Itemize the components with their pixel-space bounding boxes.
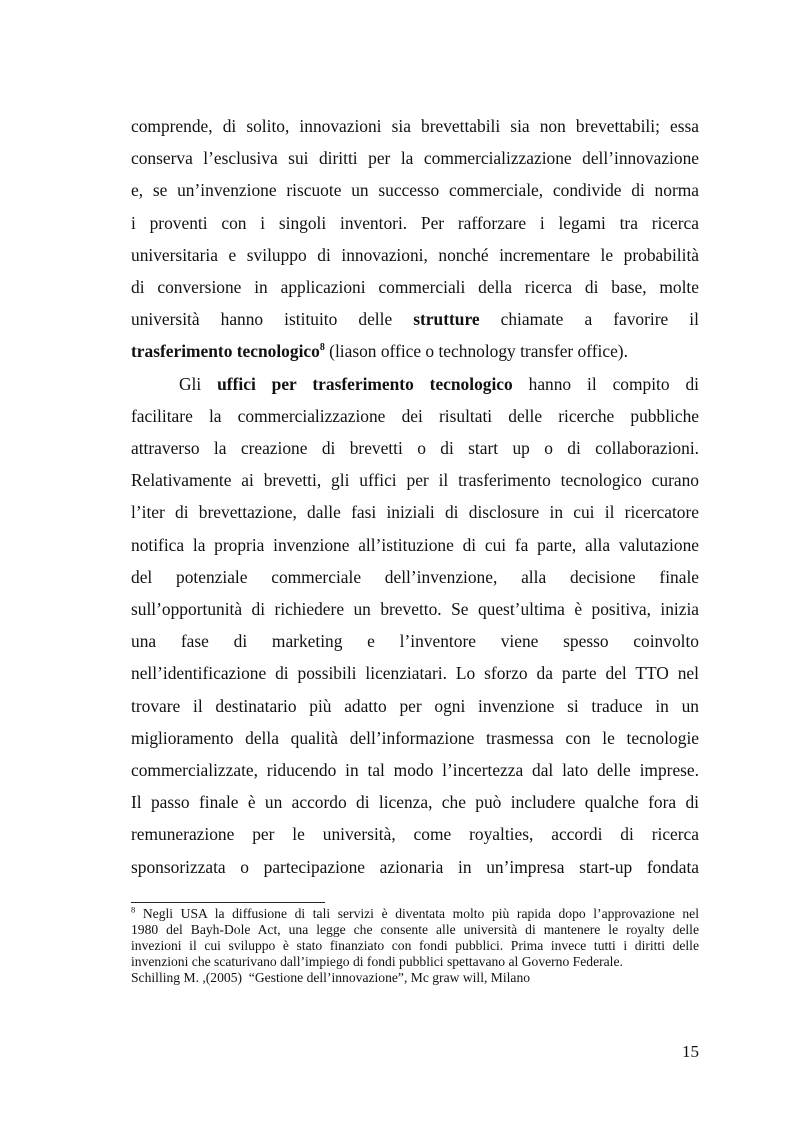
text-line: remunerazione per le università, come royalties, accordi di ricerca [131,824,699,845]
text-line: miglioramento della qualità dell’informazione trasmessa con le tecnologie [131,727,699,748]
bold-term-strutture: strutture [413,309,480,330]
text-line: notifica la propria invenzione all’istituzione di cui fa parte, alla valutazione [131,534,699,555]
text-line: sull’opportunità di richiedere un brevetto. Se quest’ultima è positiva, inizia [131,599,699,620]
text-line: Il passo finale è un accordo di licenza, che può includere qualche fora di [131,792,699,813]
footnote-mark: 8 [131,904,136,915]
text-line: Relativamente ai brevetti, gli uffici per il trasferimento tecnologico curano [131,470,699,491]
text-line: di conversione in applicazioni commerciali della ricerca di base, molte [131,277,699,298]
body-text [131,110,699,883]
text-line: trovare il destinatario più adatto per ogni invenzione si traduce in un [131,695,699,716]
text-line: attraverso la creazione di brevetti o di start up o di collaborazioni. [131,438,699,459]
text-line: e, se un’invenzione riscuote un successo commerciale, condivide di norma [131,180,699,201]
text-line: commercializzate, riducendo in tal modo l’incertezza dal lato delle imprese. [131,760,699,781]
text-line: comprende, di solito, innovazioni sia brevettabili sia non brevettabili; essa [131,116,699,136]
text-line [131,335,699,367]
text-fragment: università hanno istituito delle [131,309,393,330]
footnote [131,906,699,986]
text-line: del potenziale commerciale dell’invenzione, alla decisione finale [131,566,699,587]
page-number: 15 [682,1042,699,1061]
text-fragment: (liason office o technology transfer office). [329,341,628,362]
text-line: i proventi con i singoli inventori. Per rafforzare i legami tra ricerca [131,212,699,233]
footnote-divider [131,902,325,903]
text-line: sponsorizzata o partecipazione azionaria in un’impresa start-up fondata [131,856,699,877]
text-line: universitaria e sviluppo di innovazioni, nonché incrementare le probabilità [131,244,699,265]
text-fragment: hanno il compito di [528,373,699,394]
paragraph-first-line [131,368,699,400]
footnote-line: 1980 del Bayh-Dole Act, una legge che consente alle università di mantenere le royalty delle [131,922,699,937]
text-fragment: Gli [179,373,202,394]
footnote-line: invenzioni che scaturivano dall’impiego di fondi pubblici spettavano al Governo Federale. [131,954,623,969]
footnote-citation: Schilling M. ,(2005) “Gestione dell’innovazione”, Mc graw will, Milano [131,970,531,985]
text-fragment: chiamate a favorire il [500,309,699,330]
bold-term-trasferimento: trasferimento tecnologico [131,341,320,362]
text-line: l’iter di brevettazione, dalle fasi iniziali di disclosure in cui il ricercatore [131,502,699,523]
text-line: facilitare la commercializzazione dei risultati delle ricerche pubbliche [131,405,699,426]
text-line [131,303,699,335]
text-line: conserva l’esclusiva sui diritti per la commercializzazione dell’innovazione [131,148,699,169]
text-line: una fase di marketing e l’inventore viene spesso coinvolto [131,631,699,652]
text-line: nell’identificazione di possibili licenziatari. Lo sforzo da parte del TTO nel [131,663,699,684]
footnote-line: invezioni il cui sviluppo è stato finanziato con fondi pubblici. Prima invece tutti i diritti delle [131,938,699,953]
footnote-reference[interactable]: 8 [319,342,325,354]
footnote-line [131,906,699,922]
bold-term-uffici: uffici per trasferimento tecnologico [217,373,513,394]
footnote-text: Negli USA la diffusione di tali servizi è diventata molto più rapida dopo l’approvazione nel [142,906,699,921]
